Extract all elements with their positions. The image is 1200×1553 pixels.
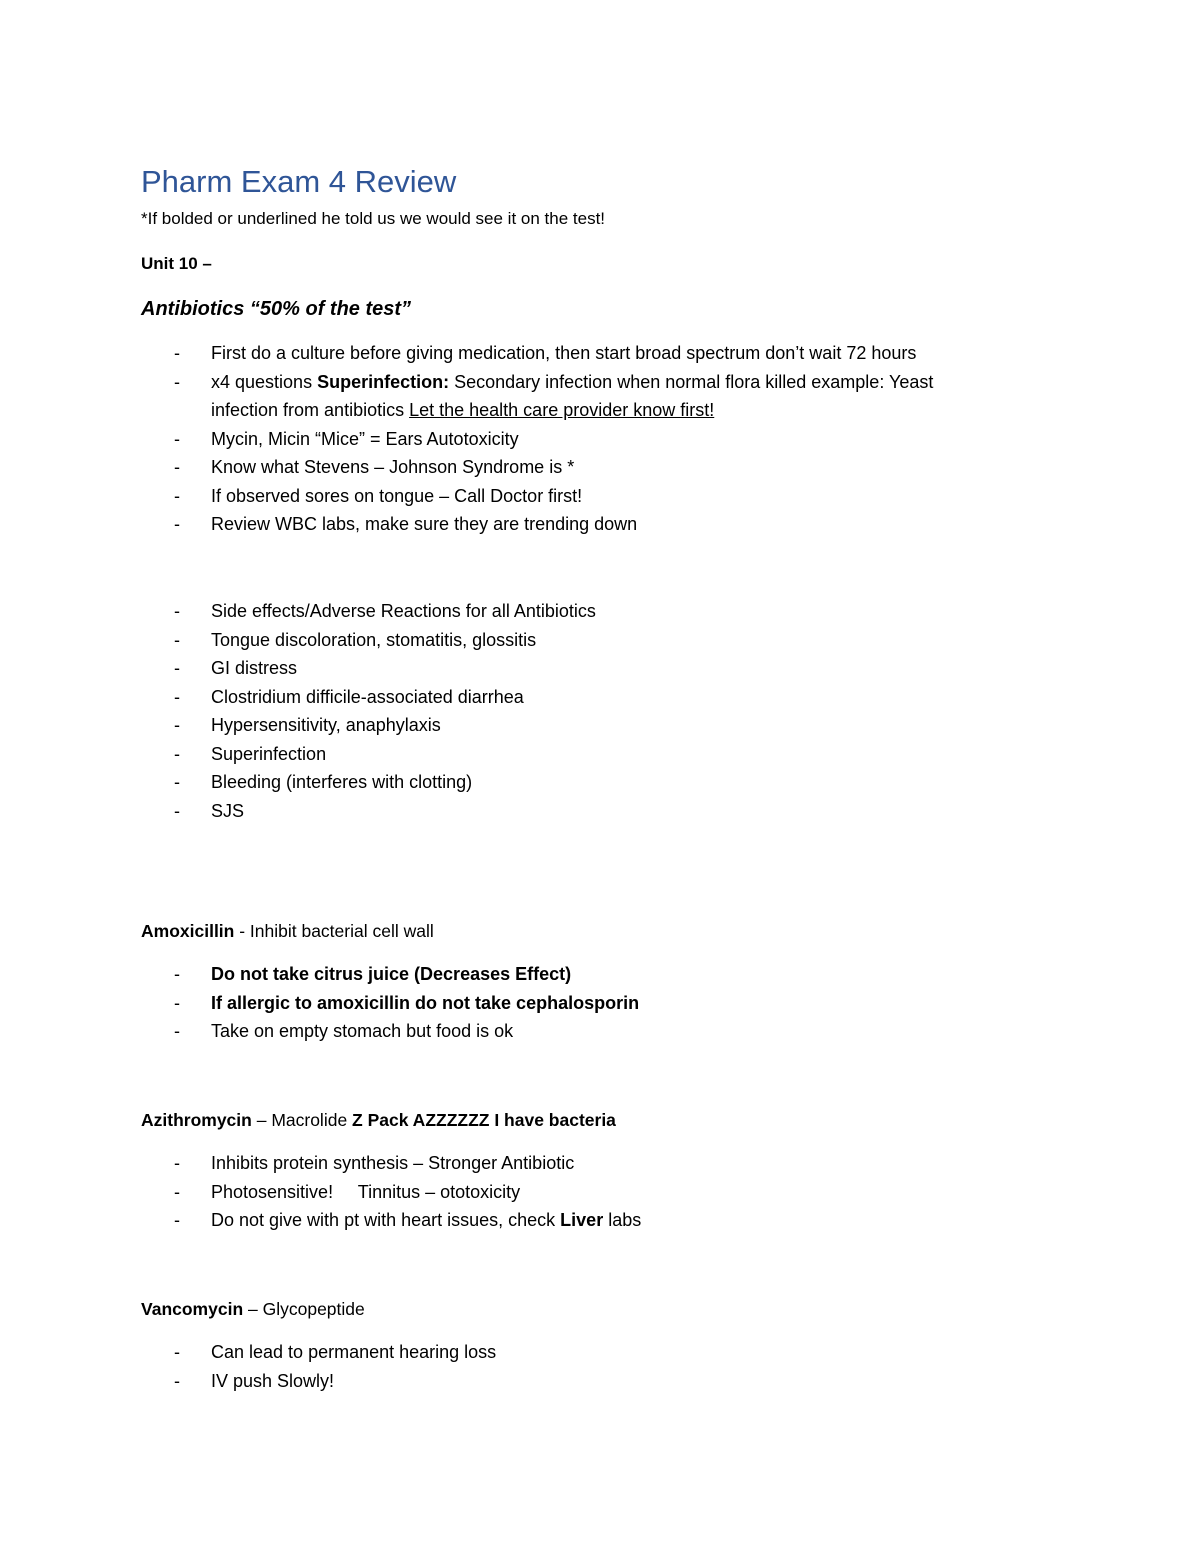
list-item (141, 1338, 1041, 1367)
list-item-text: infection from antibiotics (211, 400, 410, 420)
bullet-dash: - (174, 457, 180, 477)
bullet-dash: - (174, 1210, 180, 1230)
side-effects-list (141, 597, 1041, 825)
azithromycin-list (141, 1149, 1041, 1235)
list-item-text: Superinfection (211, 743, 327, 764)
list-item-text: Tongue discoloration, stomatitis, glossitis (211, 629, 537, 650)
list-item (141, 960, 1041, 989)
list-item-text: If allergic to amoxicillin do not take cephalosporin (211, 992, 640, 1013)
drug-description: – Glycopeptide (243, 1299, 365, 1319)
list-item (141, 989, 1041, 1018)
list-item (141, 1017, 1041, 1046)
list-item-text: Know what Stevens – Johnson Syndrome is * (211, 457, 575, 477)
list-item-text: Can lead to permanent hearing loss (211, 1342, 497, 1362)
bullet-dash: - (174, 686, 180, 707)
list-item (141, 368, 1041, 425)
bullet-dash: - (174, 485, 180, 506)
list-item-text: Take on empty stomach but food is ok (211, 1021, 514, 1041)
list-item (141, 683, 1041, 712)
bullet-dash: - (174, 1370, 180, 1391)
list-item (141, 482, 1041, 511)
superinfection-term: Superinfection: (317, 371, 450, 392)
drug-mnemonic: Z Pack AZZZZZZ I have bacteria (352, 1110, 616, 1130)
list-item-text: SJS (211, 800, 245, 821)
list-item-text: Photosensitive! Tinnitus – ototoxicity (211, 1181, 521, 1202)
bullet-dash: - (174, 428, 180, 449)
drug-name: Amoxicillin (141, 921, 235, 941)
bullet-dash: - (174, 514, 180, 534)
list-item (141, 1149, 1041, 1178)
unit-heading: Unit 10 – (141, 254, 212, 273)
azithromycin-heading (141, 1108, 1041, 1132)
bullet-dash: - (174, 371, 180, 392)
amoxicillin-list (141, 960, 1041, 1046)
list-item (141, 626, 1041, 655)
bullet-dash: - (174, 629, 180, 650)
bullet-dash: - (174, 1153, 180, 1173)
drug-name: Azithromycin (141, 1110, 252, 1130)
list-item-text: Side effects/Adverse Reactions for all Antibiotics (211, 601, 596, 621)
list-item-text: Bleeding (interferes with clotting) (211, 772, 473, 792)
vancomycin-list (141, 1338, 1041, 1395)
list-item-text: Do not take citrus juice (Decreases Effect) (211, 964, 572, 984)
list-item (141, 768, 1041, 797)
list-item-text: Mycin, Micin “Mice” = Ears Autotoxicity (211, 428, 519, 449)
bullet-dash: - (174, 992, 180, 1013)
list-item (141, 1367, 1041, 1396)
list-item-text: Hypersensitivity, anaphylaxis (211, 715, 441, 735)
bullet-dash: - (174, 772, 180, 792)
page-title: Pharm Exam 4 Review (141, 164, 457, 199)
list-item (141, 510, 1041, 539)
list-item-text: Secondary infection when normal flora killed example: Yeast (449, 371, 934, 392)
bullet-dash: - (174, 800, 180, 821)
list-item (141, 797, 1041, 826)
list-item (141, 339, 1041, 368)
list-item (141, 453, 1041, 482)
bullet-dash: - (174, 964, 180, 984)
drug-name: Vancomycin (141, 1299, 244, 1319)
list-item-text: IV push Slowly! (211, 1370, 335, 1391)
list-item-text: labs (603, 1210, 642, 1230)
bullet-dash: - (174, 1342, 180, 1362)
drug-description: - Inhibit bacterial cell wall (234, 921, 434, 941)
bullet-dash: - (174, 1181, 180, 1202)
underlined-instruction: Let the health care provider know first! (409, 400, 715, 420)
bullet-dash: - (174, 1021, 180, 1041)
list-item (141, 425, 1041, 454)
amoxicillin-heading (141, 919, 1041, 943)
bullet-dash: - (174, 343, 180, 363)
list-item-text: Review WBC labs, make sure they are trending down (211, 514, 638, 534)
bullet-dash: - (174, 715, 180, 735)
list-item (141, 654, 1041, 683)
exam-note: *If bolded or underlined he told us we would see it on the test! (141, 209, 606, 228)
list-item (141, 711, 1041, 740)
list-item-text: Inhibits protein synthesis – Stronger Antibiotic (211, 1153, 575, 1173)
bullet-dash: - (174, 601, 180, 621)
section-heading: Antibiotics “50% of the test” (141, 298, 412, 320)
list-item (141, 740, 1041, 769)
list-item-text: Do not give with pt with heart issues, check (211, 1210, 561, 1230)
bullet-dash: - (174, 743, 180, 764)
bullet-dash: - (174, 658, 180, 678)
list-item-text: GI distress (211, 658, 298, 678)
list-item (141, 1178, 1041, 1207)
list-item-text: If observed sores on tongue – Call Doctor first! (211, 485, 583, 506)
list-item-text: Clostridium difficile-associated diarrhea (211, 686, 524, 707)
list-item-text: x4 questions (211, 371, 318, 392)
list-item-text: First do a culture before giving medication, then start broad spectrum don’t wait 72 hours (211, 343, 917, 363)
liver-term: Liver (560, 1210, 604, 1230)
list-item (141, 1206, 1041, 1235)
list-item (141, 597, 1041, 626)
vancomycin-heading (141, 1297, 1041, 1321)
drug-description: – Macrolide (251, 1110, 353, 1130)
antibiotics-key-points-list (141, 339, 1041, 539)
